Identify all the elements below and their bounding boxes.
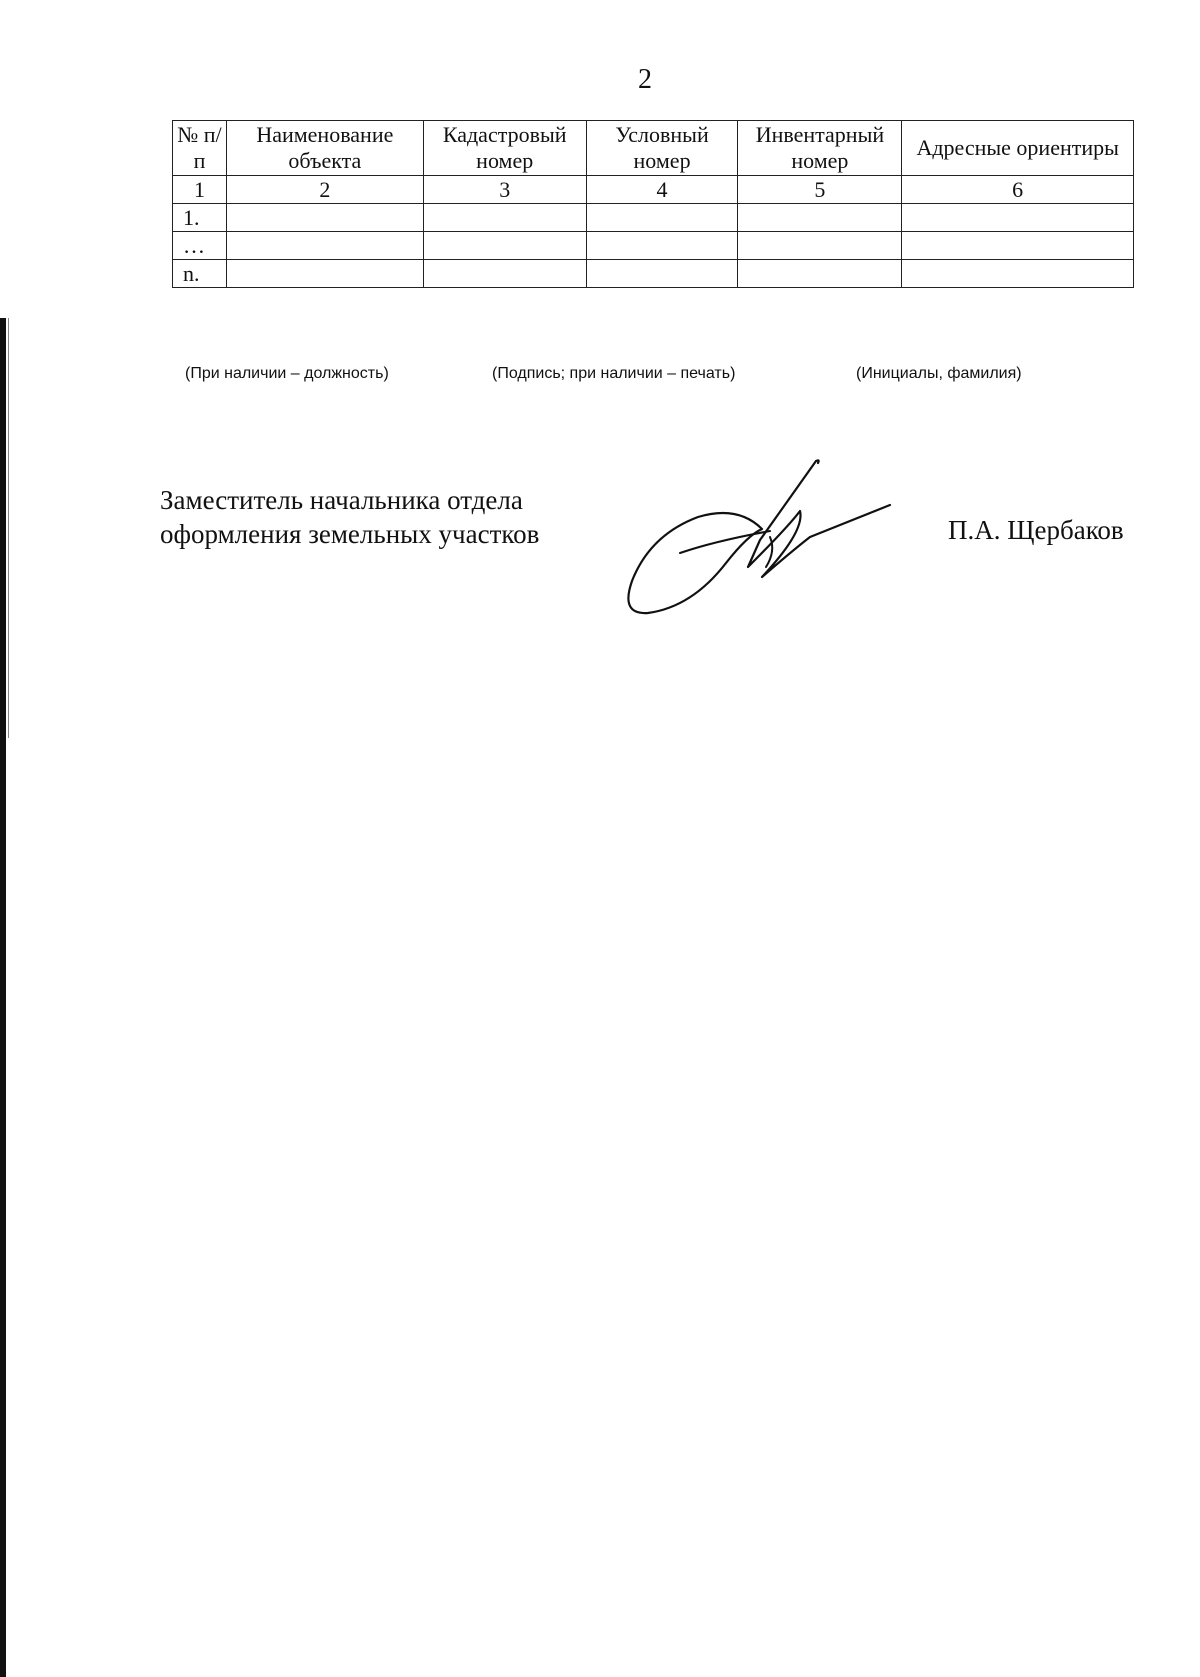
table-header-row: [173, 121, 1134, 176]
scan-edge-line: [8, 318, 9, 738]
signer-name: П.А. Щербаков: [948, 515, 1124, 545]
header-cell: Условный номер: [586, 121, 738, 176]
header-cell: Адресные ориентиры: [902, 121, 1134, 176]
scan-edge: [0, 318, 6, 1677]
table-cell: [586, 232, 738, 260]
table-cell: [738, 204, 902, 232]
signer-title-line: Заместитель начальника отдела: [160, 485, 523, 515]
handwritten-signature: [620, 455, 910, 620]
table-row: [173, 232, 1134, 260]
table-cell: [423, 260, 586, 288]
table-cell: [902, 204, 1134, 232]
table-cell: [423, 232, 586, 260]
column-number-cell: 3: [423, 176, 586, 204]
table-cell: [902, 232, 1134, 260]
objects-table: [172, 120, 1134, 288]
table-cell: [226, 204, 423, 232]
caption-position: (При наличии – должность): [185, 365, 389, 382]
table-cell: n.: [173, 260, 227, 288]
column-number-cell: 6: [902, 176, 1134, 204]
table-row: [173, 260, 1134, 288]
column-number-cell: 2: [226, 176, 423, 204]
table-cell: [226, 260, 423, 288]
table-row: [173, 204, 1134, 232]
header-cell: № п/п: [173, 121, 227, 176]
table-cell: 1.: [173, 204, 227, 232]
column-number-cell: 5: [738, 176, 902, 204]
table-cell: [586, 260, 738, 288]
column-number-cell: 1: [173, 176, 227, 204]
table-cell: …: [173, 232, 227, 260]
signer-title: [160, 483, 539, 551]
signer-title-line: оформления земельных участков: [160, 519, 540, 549]
table-cell: [738, 232, 902, 260]
table-cell: [738, 260, 902, 288]
table-cell: [902, 260, 1134, 288]
caption-signature: (Подпись; при наличии – печать): [492, 365, 736, 382]
header-cell: Инвентарный номер: [738, 121, 902, 176]
column-number-cell: 4: [586, 176, 738, 204]
header-cell: Наименование объекта: [226, 121, 423, 176]
header-cell: Кадастровый номер: [423, 121, 586, 176]
column-number-row: [173, 176, 1134, 204]
table-cell: [226, 232, 423, 260]
table-cell: [586, 204, 738, 232]
table-cell: [423, 204, 586, 232]
caption-name: (Инициалы, фамилия): [856, 365, 1022, 382]
page-number: 2: [638, 64, 652, 95]
